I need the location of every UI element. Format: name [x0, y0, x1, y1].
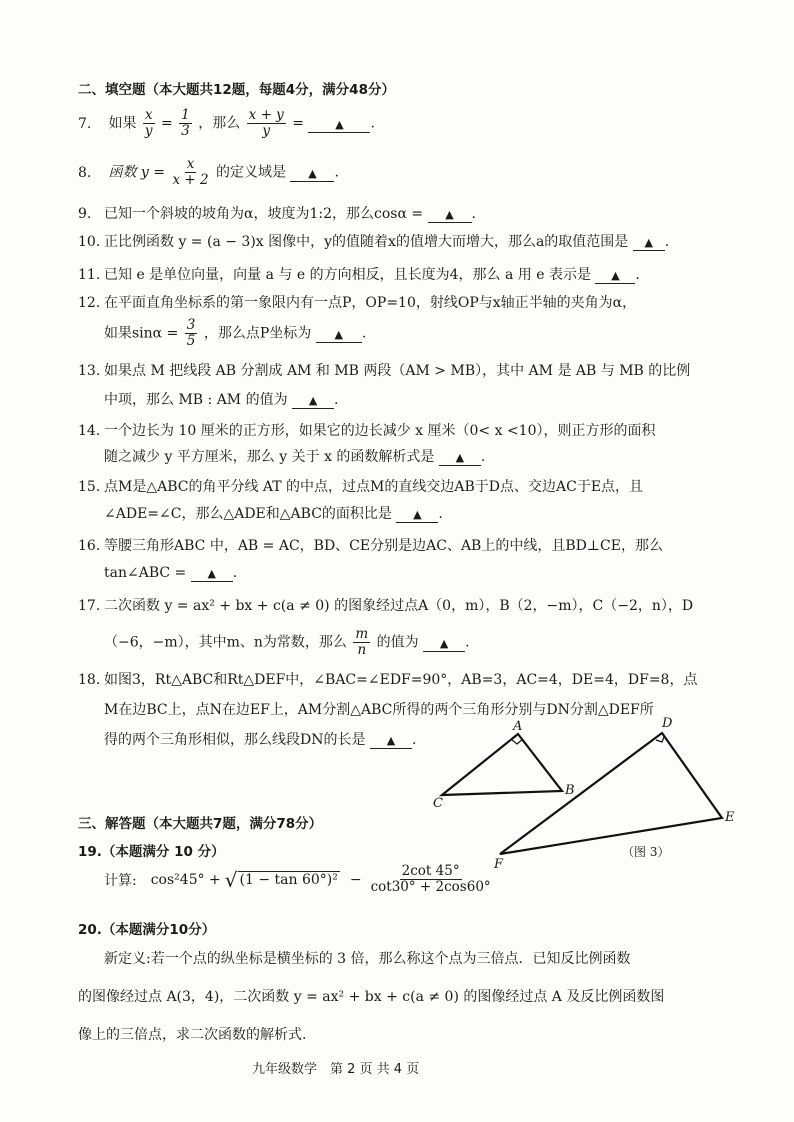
question-number: 10.	[78, 234, 101, 250]
question-text: tan∠ABC =	[104, 565, 187, 581]
question-text: M在边BC上，点N在边EF上，AM分割△ABC所得的两个三角形分别与DN分割△DEF所	[104, 702, 654, 718]
question-text: 一个边长为 10 厘米的正方形，如果它的边长减少 x 厘米（0< x <10），则正方形的面积	[104, 423, 656, 439]
question-20-header: 20.（本题满分10分）	[78, 922, 216, 938]
triangle-mark: ▲	[413, 508, 422, 521]
vertex-label-b: B	[565, 783, 575, 798]
fraction-one-third: $\frac{1}{3}$	[181, 107, 190, 139]
question-text: 如果	[108, 115, 137, 132]
question-number: 15.	[78, 479, 101, 495]
square-root: √ (1 − tan 60°)²	[224, 867, 338, 892]
triangle-mark: ▲	[207, 567, 216, 580]
question-text: 的值为	[376, 634, 419, 651]
period: .	[465, 634, 470, 651]
vertex-label-a: A	[513, 719, 523, 734]
vertex-label-f: F	[494, 857, 504, 872]
triangle-mark: ▲	[445, 208, 454, 221]
fraction-m-over-n: $\frac{m}{n}$	[355, 626, 369, 658]
triangle-mark: ▲	[644, 236, 653, 249]
question-number: 16.	[78, 538, 101, 554]
fraction-x-over-y: $\frac{x}{y}$	[144, 107, 153, 139]
question-number: 11.	[78, 267, 101, 283]
calc-label: 计算:	[104, 872, 137, 889]
triangle-mark: ▲	[334, 327, 343, 341]
triangle-mark: ▲	[439, 636, 449, 650]
triangle-mark: ▲	[308, 394, 318, 407]
period: .	[635, 267, 640, 283]
triangle-mark: ▲	[335, 117, 344, 131]
question-text: ∠ADE=∠C，那么△ADE和△ABC的面积比是	[104, 506, 392, 522]
question-number: 13.	[78, 363, 101, 379]
period: .	[232, 565, 238, 581]
section-header-fill-blank: 二、填空题（本大题共12题，每题4分，满分48分）	[78, 82, 395, 98]
triangle-def	[500, 733, 722, 854]
question-text: ，那么	[198, 115, 241, 132]
period: .	[411, 732, 417, 748]
question-text: 如图3，Rt△ABC和Rt△DEF中，∠BAC=∠EDF=90°，AB=3，AC=4，DE=4，DF=8，点	[104, 672, 698, 688]
question-text: 随之减少 y 平方厘米，那么 y 关于 x 的函数解析式是	[104, 449, 435, 465]
question-text: 点M是△ABC的角平分线 AT 的中点，过点M的直线交边AB于D点、交边AC于E点，且	[104, 479, 644, 495]
question-text: 正比例函数 y = (a − 3)x 图像中，y的值随着x的值增大而增大，那么a的取值范围是	[104, 234, 629, 250]
page-footer: 九年级数学 第 2 页 共 4 页	[252, 1062, 420, 1077]
question-text: 二次函数 y = ax² + bx + c(a ≠ 0) 的图象经过点A（0，m），B（2，−m），C（−2，n），D	[104, 598, 694, 614]
question-number: 17.	[78, 598, 101, 614]
period: .	[334, 392, 339, 408]
question-number: 12.	[78, 295, 101, 311]
period: .	[664, 234, 670, 250]
question-text: ，那么点P坐标为	[203, 325, 312, 342]
period: .	[334, 164, 339, 181]
vertex-label-d: D	[662, 716, 673, 731]
question-text: 如果点 M 把线段 AB 分割成 AM 和 MB 两段（AM > MB），其中 AM 是 AB 与 MB 的比例	[104, 363, 691, 379]
period: .	[471, 206, 476, 222]
question-19-expression	[104, 864, 494, 895]
question-text: 的定义域是	[216, 164, 287, 181]
question-20-line2: 的图像经过点 A(3，4)，二次函数 y = ax² + bx + c(a ≠ 0) 的图像经过点 A 及反比例函数图	[78, 989, 665, 1005]
question-20-line3: 像上的三倍点，求二次函数的解析式.	[78, 1027, 307, 1043]
expression-part: cos²45° +	[150, 871, 221, 888]
question-text: 在平面直角坐标系的第一象限内有一点P，OP=10，射线OP与x轴正半轴的夹角为α，	[104, 295, 637, 311]
triangle-mark: ▲	[386, 734, 396, 747]
sqrt-radicand: (1 − tan 60°)²	[239, 872, 338, 888]
equals-sign: =	[292, 115, 304, 132]
period: .	[370, 115, 375, 132]
period: .	[480, 449, 486, 465]
equals-sign: =	[160, 115, 173, 132]
fraction-three-fifths: $\frac{3}{5}$	[186, 317, 196, 349]
figure-caption: （图 3）	[622, 845, 670, 859]
question-text: 中项，那么 MB : AM 的值为	[104, 392, 288, 408]
question-number: 14.	[78, 423, 101, 439]
triangle-mark: ▲	[455, 451, 465, 464]
period: .	[438, 506, 443, 522]
period: .	[361, 325, 367, 342]
fraction-x-plus-y-over-y: $\frac{x + y}{y}$	[248, 107, 284, 139]
question-text: 已知 e 是单位向量，向量 a 与 e 的方向相反，且长度为4，那么 a 用 e 表示是	[104, 267, 591, 283]
question-number: 18.	[78, 672, 101, 688]
question-text: 等腰三角形ABC 中，AB = AC，BD、CE分别是边AC、AB上的中线，且BD⊥CE，那么	[104, 538, 663, 554]
question-19-header: 19.（本题满分 10 分）	[78, 844, 225, 860]
vertex-label-e: E	[725, 810, 735, 825]
question-number: 8.	[78, 164, 92, 181]
question-20-line1: 新定义:若一个点的纵坐标是横坐标的 3 倍，那么称这个点为三倍点．已知反比例函数	[104, 951, 631, 967]
question-number: 9.	[78, 206, 92, 222]
question-text: 得的两个三角形相似，那么线段DN的长是	[104, 732, 366, 748]
question-number: 7.	[78, 115, 92, 132]
vertex-label-c: C	[433, 796, 443, 811]
section-header-solve: 三、解答题（本大题共7题，满分78分）	[78, 816, 323, 832]
question-text: （−6，−m），其中m、n为常数，那么	[104, 634, 347, 651]
triangle-mark: ▲	[308, 166, 317, 180]
triangle-mark: ▲	[611, 269, 620, 282]
question-text: 已知一个斜坡的坡角为α，坡度为1:2，那么cosα =	[104, 206, 424, 222]
cot-fraction: $\frac{2\cot 45^\circ}{\cot 30^\circ + 2\cos 60^\circ}$	[370, 863, 491, 895]
question-text: 如果sinα =	[104, 325, 179, 342]
minus-sign: −	[349, 871, 362, 888]
triangle-abc	[442, 734, 562, 795]
fraction-x-over-x-plus-2: $\frac{x}{x + 2}$	[172, 156, 209, 188]
question-text: 函数 y =	[108, 164, 165, 181]
